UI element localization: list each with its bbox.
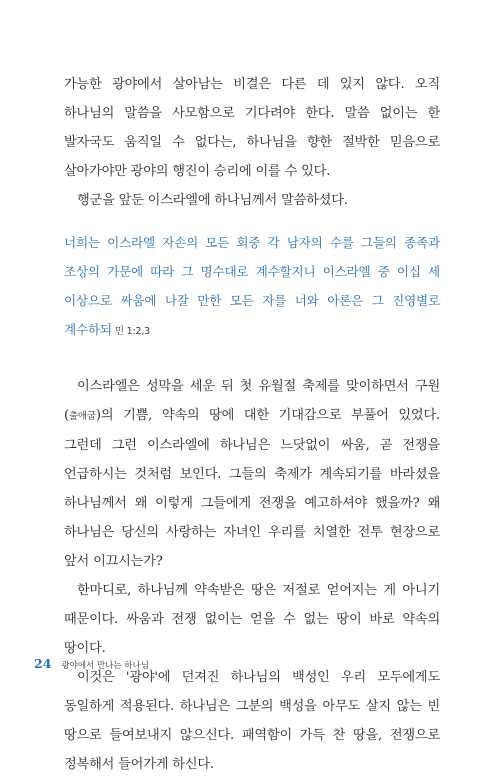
paragraph-3	[64, 372, 440, 576]
scripture-quote-text: 너희는 이스라엘 자손의 모든 회중 각 남자의 수를 그들의 종족과 조상의 가문에 따라 그 명수대로 계수할지니 이스라엘 중 이십 세 이상으로 싸움에 나갈 만한 모든 자를 너와 아론은 그 진영별로 계수하되	[64, 235, 440, 337]
scripture-reference: 민 1:2,3	[114, 326, 151, 337]
paragraph-3-part-b: )의 기쁨, 약속의 땅에 대한 기대감으로 부풀어 있었다. 그런데 그런 이스라엘에 하나님은 느닷없이 싸움, 곧 전쟁을 언급하시는 것처럼 보인다. 그들의 축제가 계속되기를 바라셨을 하나님께서 왜 이렇게 그들에게 전쟁을 예고하셔야 했을까? 왜 하나님은 당신의 사랑하는 자녀인 우리를 치열한 전투 현장으로 앞서 이끄시는가?	[64, 408, 440, 569]
paragraph-1: 가능한 광야에서 살아남는 비결은 다른 데 있지 않다. 오직 하나님의 말씀을 사모함으로 기다려야 한다. 말씀 없이는 한 발자국도 움직일 수 없다는, 하나님을 향한 절박한 믿음으로 살아가야만 광야의 행진이 승리에 이를 수 있다.	[64, 77, 440, 179]
page-body	[64, 70, 440, 779]
paragraph-3-part-a: 이스라엘은 성막을 세운 뒤 첫 유월절 축제를 맞이하면서 구원(	[64, 379, 440, 423]
page-number: 24	[34, 656, 52, 671]
scripture-quote	[64, 228, 440, 346]
paragraph-3-small-note: 출애굽	[68, 411, 96, 422]
page-footer	[34, 656, 149, 671]
paragraph-5: 이것은 '광야'에 던져진 하나님의 백성인 우리 모두에게도 동일하게 적용된다. 하나님은 그분의 백성을 아무도 살지 않는 빈 땅으로 들여보내지 않으신다. 패역함이 가득 찬 땅을, 전쟁으로 정복해서 들어가게 하신다.	[64, 670, 440, 772]
paragraph-4: 한마디로, 하나님께 약속받은 땅은 저절로 얻어지는 게 아니기 때문이다. 싸움과 전쟁 없이는 얻을 수 없는 땅이 바로 약속의 땅이다.	[64, 583, 440, 656]
paragraph-2: 행군을 앞둔 이스라엘에 하나님께서 말씀하셨다.	[77, 193, 348, 208]
book-title: 광야에서 만나는 하나님	[61, 661, 149, 671]
